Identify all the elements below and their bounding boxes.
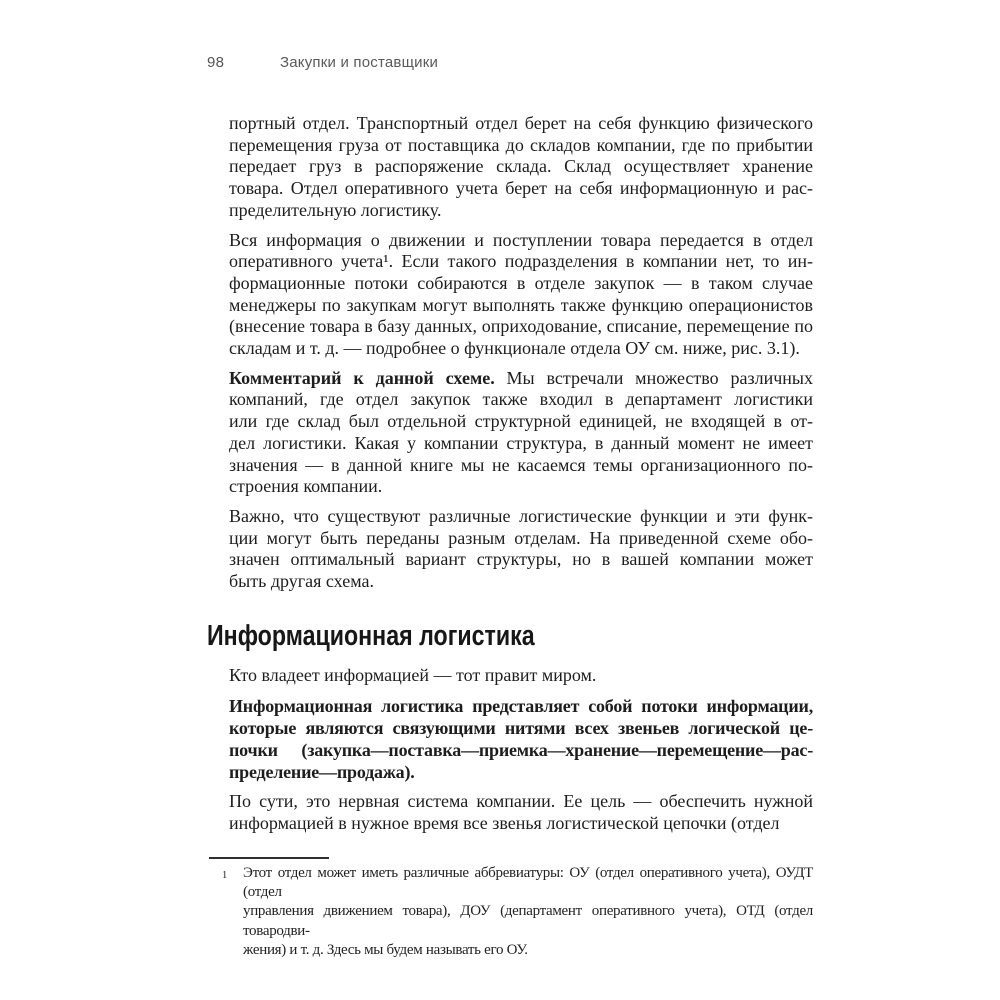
footnote-marker: 1	[222, 869, 228, 881]
text-line: формационные потоки собираются в отделе закупок — в таком случае	[229, 272, 813, 293]
text-line: строения компании.	[229, 476, 383, 497]
paragraph-info-definition	[229, 696, 813, 783]
text-line: Вся информация о движении и поступлении товара передается в отдел	[229, 229, 813, 250]
text-line: По сути, это нервная система компании. Ее цель — обеспечить нужной	[229, 791, 813, 812]
text-line	[229, 368, 813, 390]
text-line: ции могут быть переданы разным отделам. На приведенной схеме обо-	[229, 527, 813, 548]
text-line: почки (закупка—поставка—приемка—хранение—перемещение—рас-	[229, 739, 813, 760]
text-line: перемещения груза от поставщика до складов компании, где по прибытии	[229, 134, 813, 155]
text-line: менеджеры по закупкам могут выполнять также функцию операционистов	[229, 294, 813, 315]
text-line: товара. Отдел оперативного учета берет на себя информационную и рас-	[229, 178, 813, 199]
page-number: 98	[207, 54, 225, 71]
text-line: пределительную логистику.	[229, 199, 442, 220]
text-line: оперативного учета¹. Если такого подразделения в компании нет, то ин-	[229, 251, 813, 272]
comment-lead: Комментарий к данной схеме.	[229, 367, 495, 388]
text-line: управления движением товара), ДОУ (департамент оперативного учета), ОТД (отдел товародви-	[243, 903, 813, 939]
paragraph-transport	[229, 113, 813, 222]
paragraph-nervous-system	[229, 791, 813, 834]
text-line: Информационная логистика представляет собой потоки информации,	[229, 696, 813, 717]
comment-lead-rest: Мы встречали множество различных	[494, 367, 813, 388]
text-line: дел логистики. Какая у компании структура, в данный момент не имеет	[229, 432, 813, 453]
paragraph-important	[229, 506, 813, 593]
main-text	[207, 0, 814, 960]
text-line: информацией в нужное время все звенья логистической цепочки (отдел	[229, 812, 780, 833]
text-line: жения) и т. д. Здесь мы будем называть его ОУ.	[243, 941, 528, 958]
paragraph-info-flow	[229, 230, 813, 360]
text-line: (внесение товара в базу данных, оприходование, списание, перемещение по	[229, 316, 813, 337]
text-line: пределение—продажа).	[229, 761, 415, 782]
text-line: складам и т. д. — подробнее о функционале отдела ОУ см. ниже, рис. 3.1).	[229, 338, 800, 359]
section-heading: Информационная логистика	[207, 619, 535, 652]
text-line: значен оптимальный вариант структуры, но в вашей компании может	[229, 549, 813, 570]
text-line: значения — в данной книге мы не касаемся темы организационного по-	[229, 454, 813, 475]
epigraph: Кто владеет информацией — тот правит миром.	[229, 664, 597, 685]
text-line: или где склад был отдельной структурной единицей, не входящей в от-	[229, 411, 813, 432]
text-line: которые являются связующими нитями всех звеньев логической це-	[229, 718, 813, 739]
text-line: портный отдел. Транспортный отдел берет на себя функцию физического	[229, 113, 813, 133]
text-line: Важно, что существуют различные логистические функции и эти функ-	[229, 505, 813, 526]
comment-rest-lines	[229, 389, 813, 498]
paragraph-comment	[229, 368, 813, 498]
text-line: Этот отдел может иметь различные аббревиатуры: ОУ (отдел оперативного учета), ОУДТ (отдел	[243, 864, 813, 900]
footnote-lines	[243, 864, 813, 960]
footnote-text	[207, 864, 813, 960]
footnote-rule	[209, 857, 329, 859]
footnote	[207, 857, 814, 960]
text-line: быть другая схема.	[229, 571, 374, 592]
text-line: компаний, где отдел закупок также входил в департамент логистики	[229, 389, 813, 410]
running-title: Закупки и поставщики	[280, 54, 439, 71]
text-line: передает груз в распоряжение склада. Склад осуществляет хранение	[229, 156, 813, 177]
